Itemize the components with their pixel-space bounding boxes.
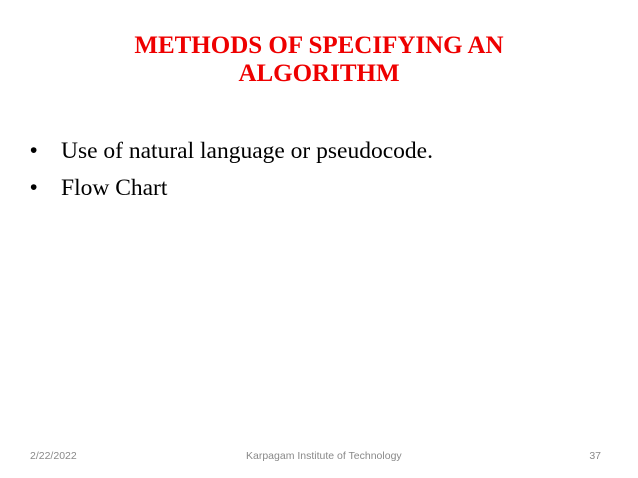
bullet-list: [30, 136, 433, 210]
bullet-text: Flow Chart: [61, 175, 168, 201]
slide-title: [60, 32, 578, 88]
footer-page-number: 37: [589, 450, 601, 462]
footer-organization: Karpagam Institute of Technology: [246, 450, 402, 462]
bullet-item-flow-chart: [30, 173, 433, 210]
bullet-item-natural-language: [30, 136, 433, 173]
bullet-icon: •: [30, 139, 38, 162]
bullet-icon: •: [30, 176, 38, 199]
slide-title-line-2: ALGORITHM: [238, 60, 400, 87]
footer-date: 2/22/2022: [30, 450, 77, 462]
slide-title-line-1: METHODS OF SPECIFYING AN: [134, 32, 504, 59]
bullet-text: Use of natural language or pseudocode.: [61, 138, 433, 164]
